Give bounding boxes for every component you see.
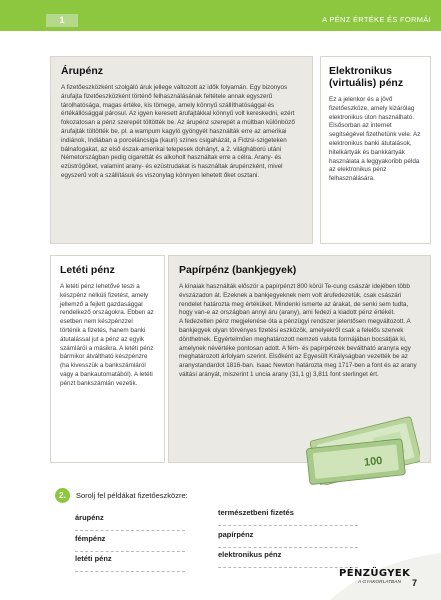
- page-number: 7: [412, 578, 418, 588]
- brand-logo: PÉNZÜGYEK: [339, 568, 411, 579]
- section-text: A letéti pénz lehetővé teszi a készpénz nélküli fizetést, amely jellemző a fejlett gazdasággal rendelkező országokra. Ebben az esetben nem készpénzzel történik a fizetés, hanem banki átutalással jut a pénz az egyik számláról a másikra. A letéti pénz bármikor átváltható készpénzre (ha kivesszük a bankszámláról vagy a bankautomatából). A letéti pénzt bankszámlán vezetik.: [60, 283, 154, 387]
- section-title: Letéti pénz: [60, 264, 115, 276]
- task-item: fémpénz: [75, 534, 106, 543]
- task-number-badge: 2.: [55, 488, 70, 503]
- task-item: árupénz: [75, 513, 104, 522]
- task-item: letéti pénz: [75, 554, 112, 563]
- banknote-icon: [305, 413, 420, 485]
- section-arupenz: [50, 56, 313, 244]
- task-item: papírpénz: [218, 530, 254, 539]
- answer-line[interactable]: [75, 551, 185, 552]
- chapter-title: A PÉNZ ÉRTÉKE ÉS FORMÁI: [322, 15, 431, 24]
- answer-line[interactable]: [218, 525, 358, 526]
- section-paragraph: A kínaiak használták először a papírpénzt 800 körül Te-cung császár idejében több évszázadon át. Ezeknek a bankjegyeknek nem volt árufedezetük, csak császári rendelet határozta meg értéküket. Mindenki ismerte az árakat, de senki sem tudta, hogy van-e az országban annyi áru (arany), ami fedezi a kiadott pénz értékét.: [179, 283, 410, 317]
- answer-line[interactable]: [75, 530, 185, 531]
- chapter-number: 1: [46, 14, 78, 27]
- section-text: A fizetőeszközként szolgáló áruk jellege változott az idők folyamán. Egy bizonyos árufajta fizetőeszközként történő felhasználásának feltétele annak egyszerű tárolhatósága, magas értéke, kis tömege, amely könnyű szállíthatósággal és értékállósággal párosul. Az igyen keresett árufajtákkal könnyű volt kereskedni, ezért fokozatosan a pénz szerepét töltötték be. Az árupénz szerepét a múltban különböző árufajták töltötték be, pl. a wampum kagyló gyöngyét használták erre az amerikai indiánok, Indiában a porceláncsiga (kauri) színes csigaházát, a Fidzsi-szigeteken bálnafogakat, az első észak-amerikai telepesek dohányt, a 2. világháború utáni Németországban pedig cigarettát és alkoholt használtak erre a célra. Arany- és ezüströgöket, valamint arany- és ezüstrudakat is használtak árupénzként, mivel egyszerű volt a szállításuk és viszonylag könnyen lehetett őket osztani.: [61, 84, 295, 179]
- svg-text:100: 100: [363, 454, 383, 469]
- section-elektronikus: [320, 56, 431, 244]
- brand-subtitle: A GYAKORLATBAN: [358, 580, 401, 585]
- section-title: Elektronikus (virtuális) pénz: [329, 65, 404, 89]
- task-item: elektronikus pénz: [218, 550, 282, 559]
- header-bar: [0, 0, 441, 31]
- task-item: természetbeni fizetés: [218, 508, 294, 517]
- section-title: Árupénz: [61, 65, 103, 77]
- answer-line[interactable]: [75, 571, 185, 572]
- section-text: Ez a jelenkor és a jövő fizetőeszköze, amely kizárólag elektronikus úton használható. Elsősorban az internet segítségével fizethetünk vele. Az elektronikus banki átutalások, hitelkártyák és bankkártyák használata a leggyakoribb példa az elektronikus pénz felhasználására.: [329, 96, 421, 183]
- task-prompt: Sorolj fel példákat fizetőeszközre:: [76, 491, 188, 500]
- section-title: Papírpénz (bankjegyek): [179, 264, 297, 276]
- swoosh-icon: [320, 533, 441, 600]
- section-leteti: [50, 255, 165, 463]
- section-paragraph: A fedezetlen pénz megjelenése óta a pénzügyi rendszer jelentősen megváltozott. A bankjegyek olyan törvényes fizetési eszközök, amelyekről csak a felelős szervek dönthetnek. Egyértelműen meghatározott nemzeti valuta formájában bocsátják ki, amelynek névértéke pontosan adott. A fém- és papírpénzek beváltható aranyra egy meghatározott árfolyam szerint. Elsőként az Egyesült Királyságban vezették be az aranystandardot 1816-ban. Isaac Newton határozta meg 1717-ben a font és az arany váltási arányát, miszerint 1 uncia arany (31,1 g) 3,811 font sterlinget ért.: [179, 318, 417, 378]
